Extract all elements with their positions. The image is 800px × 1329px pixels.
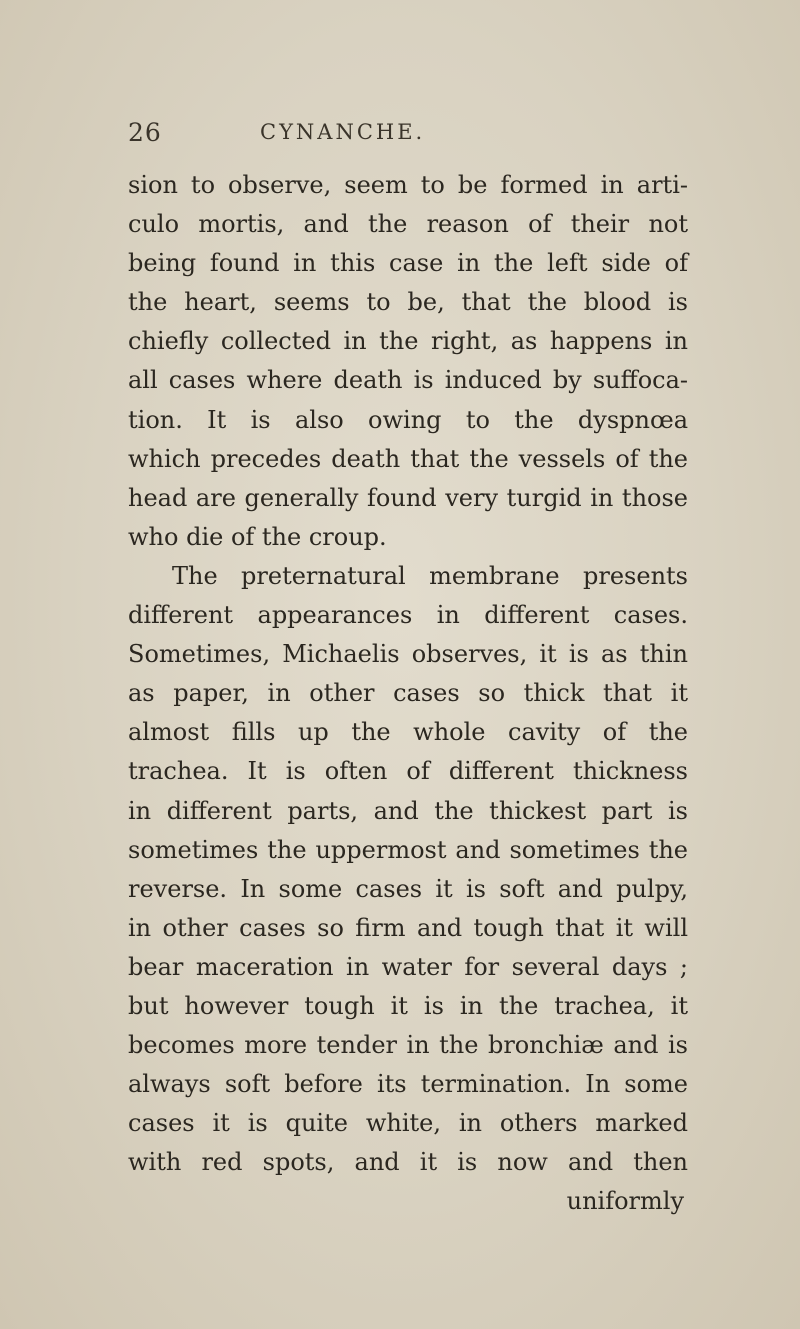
text-line: with red spots, and it is now and then — [128, 1148, 688, 1177]
catchword: uniformly — [566, 1187, 684, 1216]
text-line: all cases where death is induced by suffoca- — [128, 366, 688, 395]
text-line: in other cases so firm and tough that it will — [128, 913, 688, 942]
text-line: bear maceration in water for several days ; — [128, 952, 688, 981]
text-line: culo mortis, and the reason of their not — [128, 210, 688, 239]
text-line: sometimes the uppermost and sometimes the — [128, 835, 688, 864]
text-line: which precedes death that the vessels of the — [128, 444, 688, 473]
text-line: always soft before its termination. In some — [128, 1070, 688, 1099]
body-text — [128, 166, 688, 1222]
page-header — [128, 118, 688, 154]
running-head: CYNANCHE. — [260, 120, 426, 144]
text-line: but however tough it is in the trachea, it — [128, 991, 688, 1020]
text-line: trachea. It is often of different thickness — [128, 757, 688, 786]
text-line: almost fills up the whole cavity of the — [128, 718, 688, 747]
text-line: sion to observe, seem to be formed in arti- — [128, 171, 688, 199]
text-line: head are generally found very turgid in those — [128, 483, 688, 512]
text-line: Sometimes, Michaelis observes, it is as thin — [128, 640, 688, 669]
text-line: cases it is quite white, in others marked — [128, 1109, 688, 1138]
text-line: being found in this case in the left side of — [128, 249, 688, 278]
page-number: 26 — [128, 118, 162, 147]
text-line: tion. It is also owing to the dyspnœa — [128, 405, 688, 434]
text-line: the heart, seems to be, that the blood is — [128, 288, 688, 317]
text-line: The preternatural membrane presents — [172, 561, 688, 590]
text-line: who die of the croup. — [128, 522, 387, 551]
text-line: becomes more tender in the bronchiæ and is — [128, 1031, 688, 1060]
text-line: in different parts, and the thickest part is — [128, 796, 688, 825]
text-line: reverse. In some cases it is soft and pulpy, — [128, 874, 688, 903]
text-line: chiefly collected in the right, as happens in — [128, 327, 688, 356]
text-line: as paper, in other cases so thick that it — [128, 679, 688, 708]
text-line: different appearances in different cases. — [128, 601, 688, 630]
